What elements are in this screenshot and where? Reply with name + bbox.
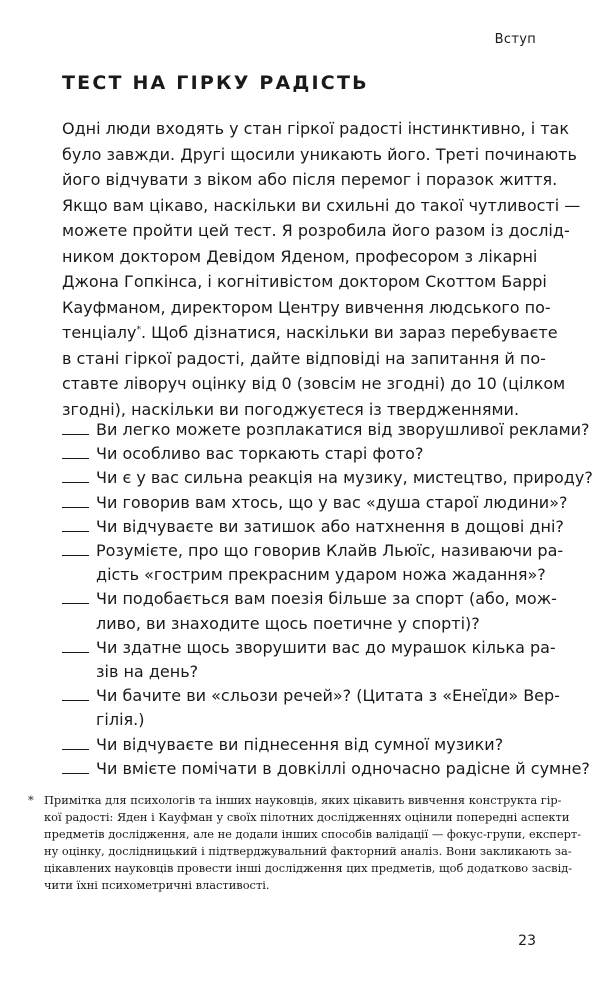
question-text-continued: зів на день? xyxy=(96,662,199,682)
paragraph-line: Якщо вам цікаво, наскільки ви схильні до такої чутливості — xyxy=(62,195,581,215)
footnote-line: кої радості: Яден і Кауфман у своїх пілотних дослідженнях оцінили попередні аспекти xyxy=(44,810,570,824)
answer-blank[interactable] xyxy=(62,749,89,750)
question-text: Чи бачите ви «сльози речей»? (Цитата з «Енеїди» Вер- xyxy=(96,686,560,706)
paragraph-line: ником доктором Девідом Яденом, професором з лікарні xyxy=(62,246,538,266)
paragraph-line: в стані гіркої радості, дайте відповіді на запитання й по- xyxy=(62,348,546,368)
questionnaire xyxy=(62,418,593,781)
question-item xyxy=(62,757,590,781)
question-text: Ви легко можете розплакатися від зворушливої реклами? xyxy=(96,420,590,439)
footnote-reference: * xyxy=(136,325,141,335)
answer-blank[interactable] xyxy=(62,603,89,604)
footnote-mark: * xyxy=(28,793,34,807)
intro-paragraph xyxy=(62,116,581,422)
answer-blank[interactable] xyxy=(62,458,89,459)
question-item xyxy=(62,515,564,539)
answer-blank[interactable] xyxy=(62,531,89,532)
question-item xyxy=(62,418,590,442)
question-item xyxy=(62,442,540,466)
question-text: Чи є у вас сильна реакція на музику, мистецтво, природу? xyxy=(96,468,593,488)
footnote-line: ну оцінку, дослідницький і підтверджувальний факторний аналіз. Вони закликають за- xyxy=(44,844,572,858)
question-item xyxy=(62,636,556,684)
footnote-line: чити їхні психометричні властивості. xyxy=(44,878,270,892)
question-text: Чи здатне щось зворушити вас до мурашок кілька ра- xyxy=(96,637,556,657)
paragraph-line: Кауфманом, директором Центру вивчення людського по- xyxy=(62,297,551,317)
answer-blank[interactable] xyxy=(62,773,89,774)
paragraph-line: було завжди. Другі щосили уникають його. Треті починають xyxy=(62,144,577,164)
question-text: Чи говорив вам хтось, що у вас «душа старої людини»? xyxy=(96,492,568,512)
section-title: ТЕСТ НА ГІРКУ РАДІСТЬ xyxy=(62,72,369,94)
question-text: Розумієте, про що говорив Клайв Льюїс, називаючи ра- xyxy=(96,541,564,561)
question-text: Чи особливо вас торкають старі фото? xyxy=(96,444,424,464)
footnote-line: цікавлених науковців провести інші дослідження цих предметів, щоб додатково засвід- xyxy=(44,861,573,875)
footnote xyxy=(28,792,582,894)
answer-blank[interactable] xyxy=(62,434,89,435)
paragraph-line: згодні), наскільки ви погоджуєтеся із твердженнями. xyxy=(62,399,520,419)
question-item xyxy=(62,491,568,515)
answer-blank[interactable] xyxy=(62,652,89,653)
paragraph-line: можете пройти цей тест. Я розробила його разом із дослід- xyxy=(62,221,570,240)
footnote-line: предметів дослідження, але не додали інших способів валідації — фокус-групи, експерт- xyxy=(44,827,582,841)
paragraph-line: його відчувати з віком або після перемог і поразок життя. xyxy=(62,170,558,189)
answer-blank[interactable] xyxy=(62,482,89,483)
paragraph-line xyxy=(62,320,558,346)
answer-blank[interactable] xyxy=(62,700,89,701)
paragraph-line: ставте ліворуч оцінку від 0 (зовсім не згодні) до 10 (цілком xyxy=(62,374,566,393)
question-item xyxy=(62,587,557,635)
answer-blank[interactable] xyxy=(62,507,89,508)
question-item xyxy=(62,466,593,490)
answer-blank[interactable] xyxy=(62,555,89,556)
paragraph-fragment: . Щоб дізнатися, наскільки ви зараз перебуваєте xyxy=(140,323,558,342)
running-head: Вступ xyxy=(494,32,536,47)
paragraph-line: Джона Гопкінса, і когнітивістом доктором Скоттом Баррі xyxy=(62,272,547,291)
question-text-continued: ливо, ви знаходите щось поетичне у спорті)? xyxy=(96,613,480,633)
question-text-continued: гілія.) xyxy=(96,710,145,730)
question-text: Чи відчуваєте ви піднесення від сумної музики? xyxy=(96,734,504,754)
page-number: 23 xyxy=(518,933,536,949)
paragraph-line: Одні люди входять у стан гіркої радості інстинктивно, і так xyxy=(62,119,570,138)
question-text-continued: дість «гострим прекрасним ударом ножа жадання»? xyxy=(96,565,546,585)
footnote-line: Примітка для психологів та інших науковців, яких цікавить вивчення конструкта гір- xyxy=(44,793,562,807)
question-text: Чи подобається вам поезія більше за спорт (або, мож- xyxy=(96,589,557,609)
question-item xyxy=(62,684,560,732)
question-item xyxy=(62,539,564,587)
question-text: Чи вмієте помічати в довкіллі одночасно радісне й сумне? xyxy=(96,758,590,778)
paragraph-fragment: тенціалу xyxy=(62,323,137,342)
question-item xyxy=(62,733,540,757)
question-text: Чи відчуваєте ви затишок або натхнення в дощові дні? xyxy=(96,516,564,536)
